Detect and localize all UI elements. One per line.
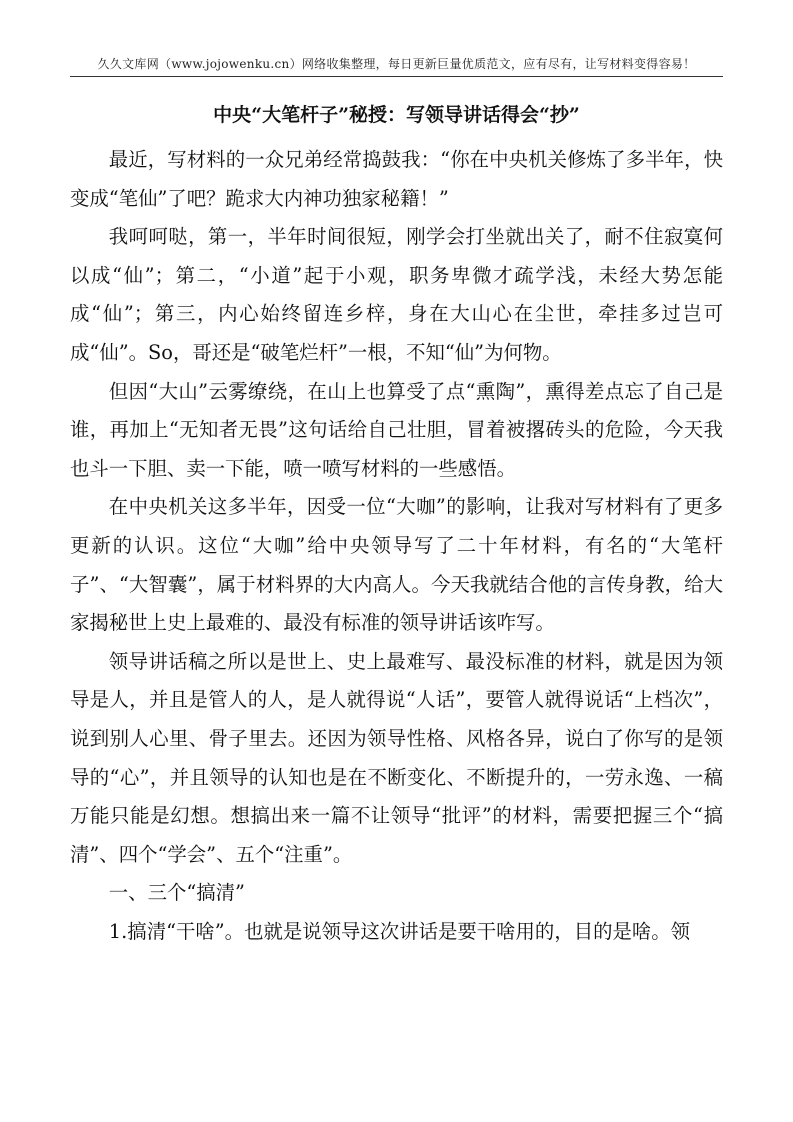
paragraph: 1.搞清“干啥”。也就是说领导这次讲话是要干啥用的，目的是啥。领 xyxy=(108,919,691,943)
paragraph: 最近，写材料的一众兄弟经常捣鼓我：“你在中央机关修炼了多半年，快变成“笔仙”了吧？跪求大内神功独家秘籍！” xyxy=(70,148,723,210)
section-heading: 一、三个“搞清” xyxy=(108,881,245,905)
paragraph: 领导讲话稿之所以是世上、史上最难写、最没标准的材料，就是因为领导是人，并且是管人的人，是人就得说“人话”，要管人就得说话“上档次”，说到别人心里、骨子里去。还因为领导性格、风格各异，说白了你写的是领导的“心”，并且领导的认知也是在不断变化、不断提升的，一劳永逸、一稿万能只能是幻想。想搞出来一篇不让领导“批评”的材料，需要把握三个“搞清”、四个“学会”、五个“注重”。 xyxy=(70,649,723,866)
document-title: 中央“大笔杆子”秘授：写领导讲话得会“抄” xyxy=(213,104,580,126)
header-divider xyxy=(70,76,723,77)
document-body xyxy=(70,141,723,951)
page-header-text: 久久文库网（www.jojowenku.cn）网络收集整理，每日更新巨量优质范文，应有尽有，让写材料变得容易！ xyxy=(97,57,696,71)
paragraph: 我呵呵哒，第一，半年时间很短，刚学会打坐就出关了，耐不住寂寞何以成“仙”；第二，“小道”起于小观，职务卑微才疏学浅，未经大势怎能成“仙”；第三，内心始终留连乡梓，身在大山心在尘世，牵挂多过岂可成“仙”。So，哥还是“破笔烂杆”一根，不知“仙”为何物。 xyxy=(70,225,723,364)
paragraph: 在中央机关这多半年，因受一位“大咖”的影响，让我对写材料有了更多更新的认识。这位“大咖”给中央领导写了二十年材料，有名的“大笔杆子”、“大智囊”，属于材料界的大内高人。今天我就结合他的言传身教，给大家揭秘世上史上最难的、最没有标准的领导讲话该咋写。 xyxy=(70,495,723,635)
paragraph: 但因“大山”云雾缭绕，在山上也算受了点“熏陶”，熏得差点忘了自己是谁，再加上“无知者无畏”这句话给自己壮胆，冒着被撂砖头的危险，今天我也斗一下胆、卖一下能，喷一喷写材料的一些感悟。 xyxy=(70,379,723,480)
